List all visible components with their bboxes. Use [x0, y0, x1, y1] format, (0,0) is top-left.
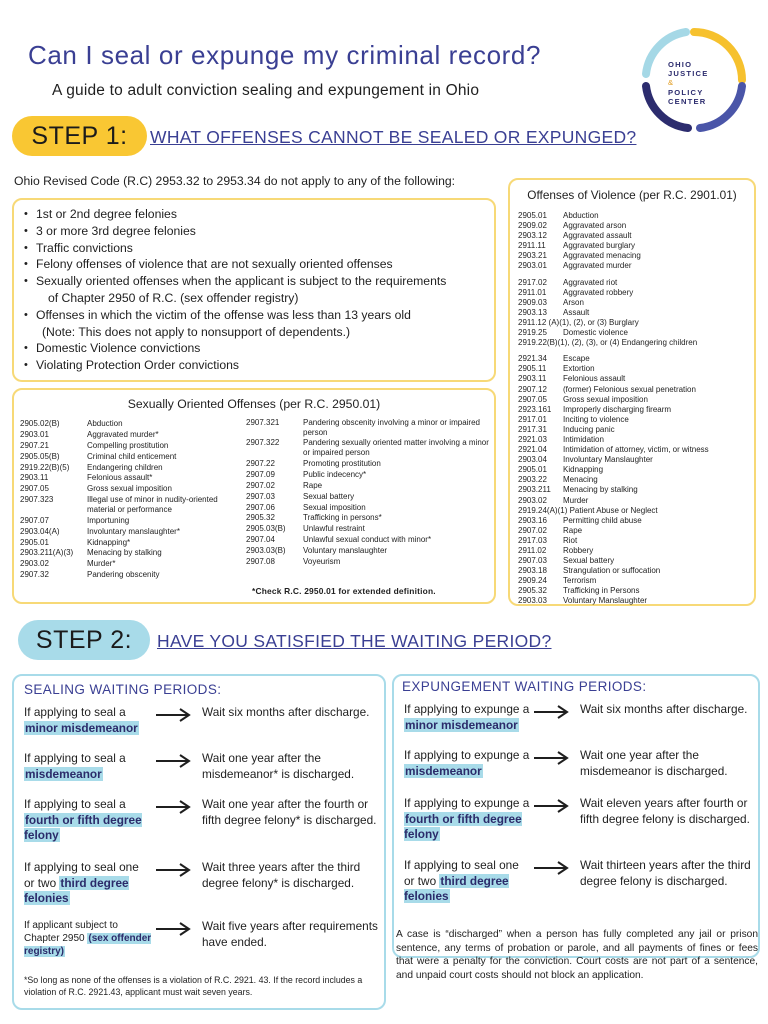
- offense-name: Aggravated murder*: [87, 429, 159, 439]
- offense-code: 2907.07: [20, 515, 49, 525]
- offense-name: Intimidation of attorney, victim, or witness: [563, 445, 709, 455]
- offense-name: Riot: [563, 535, 578, 545]
- table-row: [510, 211, 754, 221]
- offense-code: 2909.03: [518, 297, 547, 307]
- offense-code: 2919.25: [518, 328, 547, 338]
- offense-name: Trafficking in persons*: [303, 513, 382, 523]
- offense-code: 2923.161: [518, 404, 552, 414]
- table-row: [510, 596, 754, 606]
- offense-code: 2903.11: [518, 374, 547, 384]
- offense-name: Involuntary manslaughter*: [87, 526, 180, 536]
- table-row: [510, 251, 754, 261]
- table-row: [510, 576, 754, 586]
- offense-name: Menacing: [563, 475, 598, 485]
- offense-code: 2921.04: [518, 445, 547, 455]
- sexually-oriented-offenses-panel: [12, 388, 496, 604]
- offense-code: 2905.01: [518, 465, 547, 475]
- table-row: [510, 395, 754, 405]
- table-row: [510, 546, 754, 556]
- offense-code: 2907.21: [20, 440, 49, 450]
- waiting-period-text: Wait one year after the misdemeanor is discharged.: [580, 748, 728, 778]
- applicant-condition: [24, 860, 152, 907]
- offense-name: Domestic violence: [563, 328, 628, 338]
- table-row: [510, 445, 754, 455]
- offense-name: Public indecency*: [303, 469, 367, 479]
- offense-name: Aggravated murder: [563, 261, 632, 271]
- offense-name: Assault: [563, 307, 590, 317]
- offense-code: 2907.03: [518, 556, 547, 566]
- table-row: [510, 455, 754, 465]
- offense-name: Unlawful restraint: [303, 524, 365, 534]
- offense-name: Menacing by stalking: [87, 548, 162, 558]
- offense-name: Voluntary manslaughter: [303, 546, 388, 556]
- table-row: [246, 438, 494, 457]
- list-item: • Felony offenses of violence that are not sexually oriented offenses: [24, 256, 484, 273]
- applicant-condition: [404, 702, 530, 733]
- table-row: [246, 481, 494, 491]
- page-title: Can I seal or expunge my criminal record?: [28, 40, 542, 70]
- condition-text: If applying to seal one or two: [404, 858, 519, 888]
- arrow-right-icon: [154, 921, 194, 937]
- table-row: [20, 570, 248, 580]
- offense-name: Endangering children: [87, 462, 163, 472]
- step2-heading: HAVE YOU SATISFIED THE WAITING PERIOD?: [157, 631, 552, 651]
- offense-code: 2907.323: [20, 495, 54, 505]
- sealing-footnote: *So long as none of the offenses is a violation of R.C. 2921. 43. If the record includes a violation of R.C. 2921.43, applicant must wait seven years.: [24, 975, 363, 997]
- offense-code: 2905.05(B): [20, 451, 60, 461]
- offense-type-highlight: third degree felonies: [24, 875, 129, 905]
- offense-code: 2905.03(B): [246, 524, 286, 534]
- arrow-right-icon: [532, 798, 572, 814]
- offense-code: 2903.22: [518, 475, 547, 485]
- offense-name: Promoting prostitution: [303, 458, 381, 468]
- table-row: [246, 418, 494, 437]
- offense-code: 2909.24: [518, 576, 547, 586]
- offense-code: 2903.11: [20, 473, 49, 483]
- offense-name: Aggravated arson: [563, 221, 627, 231]
- table-row: [510, 485, 754, 495]
- offense-code: 2919.22(B)(5): [20, 462, 70, 472]
- offense-name: Gross sexual imposition: [563, 394, 648, 404]
- offense-type-highlight: misdemeanor: [405, 763, 482, 778]
- table-row: [246, 459, 494, 469]
- offense-name: Kidnapping*: [87, 537, 131, 547]
- offense-type-highlight: fourth or fifth degree felony: [404, 811, 522, 841]
- sexual-panel-note: *Check R.C. 2950.01 for extended definition.: [252, 586, 436, 596]
- offense-code: 2903.211: [518, 485, 551, 495]
- sealing-waiting-periods-panel: [12, 674, 386, 1010]
- logo-text: OHIO JUSTICE & POLICY CENTER: [668, 60, 709, 106]
- offense-name: Intimidation: [563, 434, 604, 444]
- applicant-condition: [404, 748, 530, 779]
- table-row: [510, 221, 754, 231]
- offense-code: 2907.08: [246, 556, 275, 566]
- offense-name: Compelling prostitution: [87, 440, 169, 450]
- table-row: [20, 473, 248, 483]
- offense-code: 2907.22: [246, 458, 275, 468]
- offense-name: 2919.22(B)(1), (2), (3), or (4) Endangering children: [518, 338, 698, 348]
- sexual-offense-list-left: [20, 419, 248, 581]
- offense-name: Extortion: [563, 364, 595, 374]
- list-item: • 3 or more 3rd degree felonies: [24, 223, 484, 240]
- offense-name: Pandering obscenity: [87, 570, 160, 580]
- offense-name: Murder: [563, 495, 589, 505]
- offense-code: 2917.03: [518, 535, 547, 545]
- table-row: [510, 374, 754, 384]
- waiting-period-text: Wait five years after requirements have ended.: [202, 919, 378, 949]
- table-row: [20, 484, 248, 494]
- offense-code: 2903.16: [518, 515, 547, 525]
- list-item: • 1st or 2nd degree felonies: [24, 206, 484, 223]
- table-row: [510, 415, 754, 425]
- offense-type-highlight: minor misdemeanor: [25, 720, 138, 735]
- offense-code: 2907.322: [246, 438, 280, 448]
- arrow-right-icon: [154, 753, 194, 769]
- offense-code: 2907.05: [20, 484, 49, 494]
- applicant-condition: [24, 751, 152, 782]
- offense-name: Rape: [303, 480, 323, 490]
- table-row: [20, 495, 248, 514]
- list-item: • Offenses in which the victim of the offense was less than 13 years old (Note: This does not apply to nonsupport of dependents.): [24, 307, 484, 341]
- offenses-of-violence-panel: [508, 178, 756, 606]
- applicant-condition: [404, 858, 530, 905]
- offense-code: 2903.13: [518, 307, 547, 317]
- table-row: [20, 430, 248, 440]
- table-row: [510, 405, 754, 415]
- offense-name: Sexual imposition: [303, 502, 366, 512]
- applicant-condition: [24, 705, 152, 736]
- offense-name: Aggravated menacing: [563, 251, 641, 261]
- arrow-right-icon: [532, 704, 572, 720]
- offense-name: Aggravated robbery: [563, 287, 634, 297]
- offense-code: 2903.03: [518, 596, 547, 606]
- offense-code: 2905.32: [246, 513, 275, 523]
- table-row: [246, 557, 494, 567]
- waiting-period-text: Wait one year after the misdemeanor* is discharged.: [202, 751, 355, 781]
- page-subtitle: A guide to adult conviction sealing and expungement in Ohio: [52, 82, 480, 99]
- offense-name: Permitting child abuse: [563, 515, 642, 525]
- waiting-period-text: Wait one year after the fourth or fifth degree felony* is discharged.: [202, 797, 377, 827]
- offense-code: 2903.01: [20, 429, 49, 439]
- violence-panel-title: Offenses of Violence (per R.C. 2901.01): [527, 188, 737, 202]
- excluded-offenses-list: [12, 198, 496, 382]
- offense-name: Gross sexual imposition: [87, 484, 172, 494]
- offense-name: Aggravated riot: [563, 277, 618, 287]
- offense-name: Menacing by stalking: [563, 485, 638, 495]
- table-row: [510, 496, 754, 506]
- offense-code: 2903.02: [20, 559, 49, 569]
- table-row: [246, 524, 494, 534]
- offense-name: Sexual battery: [563, 556, 615, 566]
- offense-name: Criminal child enticement: [87, 451, 177, 461]
- offense-code: 2903.04(A): [20, 526, 60, 536]
- arrow-right-icon: [154, 799, 194, 815]
- table-row: [510, 566, 754, 576]
- offense-name: Kidnapping: [563, 465, 604, 475]
- table-row: [510, 516, 754, 526]
- offense-code: 2905.01: [518, 211, 547, 220]
- table-row: [510, 425, 754, 435]
- sexual-offense-list-right: [246, 418, 494, 568]
- condition-text: If applying to seal a: [24, 797, 126, 811]
- table-row: [510, 241, 754, 251]
- offense-code: 2917.01: [518, 414, 547, 424]
- waiting-period-text: Wait eleven years after fourth or fifth degree felony is discharged.: [580, 796, 750, 826]
- offense-code: 2907.321: [246, 418, 280, 427]
- offense-code: 2905.01: [20, 537, 49, 547]
- sexual-panel-title: Sexually Oriented Offenses (per R.C. 2950.01): [127, 397, 381, 411]
- table-row: [20, 548, 248, 558]
- step2-badge: STEP 2:: [18, 620, 150, 660]
- offense-code: 2903.04: [518, 455, 547, 465]
- offense-name: Robbery: [563, 546, 594, 555]
- offense-code: 2903.01: [518, 261, 547, 271]
- condition-text: If applying to seal one or two: [24, 860, 139, 890]
- offense-name: Inciting to violence: [563, 414, 629, 424]
- offense-name: Rape: [563, 525, 583, 535]
- offense-code: 2921.03: [518, 434, 547, 444]
- table-row: [510, 288, 754, 298]
- expungement-panel-title: EXPUNGEMENT WAITING PERIODS:: [402, 679, 647, 694]
- step1-intro: Ohio Revised Code (R.C) 2953.32 to 2953.34 do not apply to any of the following:: [14, 174, 456, 188]
- condition-text: If applying to seal a: [24, 705, 126, 719]
- table-row: [510, 308, 754, 318]
- offense-name: Murder*: [87, 559, 116, 569]
- offense-name: Unlawful sexual conduct with minor*: [303, 535, 432, 545]
- table-row: [510, 506, 754, 516]
- waiting-period-text: Wait six months after discharge.: [202, 705, 370, 719]
- offense-name: 2919.24(A)(1) Patient Abuse or Neglect: [518, 505, 658, 515]
- condition-text: If applying to expunge a: [404, 796, 530, 810]
- table-row: [510, 354, 754, 364]
- applicant-condition: [404, 796, 530, 843]
- list-item: • Domestic Violence convictions: [24, 340, 484, 357]
- offense-code: 2917.02: [518, 277, 547, 287]
- offense-code: 2907.06: [246, 502, 275, 512]
- violence-offense-list: [510, 211, 754, 607]
- ohio-justice-policy-center-logo: [638, 24, 750, 136]
- table-row: [20, 538, 248, 548]
- offense-name: Aggravated burglary: [563, 241, 636, 251]
- offense-code: 2907.32: [20, 570, 49, 580]
- table-row: [510, 328, 754, 338]
- offense-code: 2903.02: [518, 495, 547, 505]
- offense-name: Felonious assault: [563, 374, 626, 384]
- list-item: • Violating Protection Order convictions: [24, 357, 484, 374]
- offense-name: Voluntary Manslaughter: [563, 596, 648, 606]
- offense-code: 2917.31: [518, 424, 547, 434]
- offense-code: 2907.12: [518, 384, 547, 394]
- list-item: • Traffic convictions: [24, 240, 484, 257]
- table-row: [20, 516, 248, 526]
- offense-type-highlight: (sex offender registry): [24, 933, 152, 957]
- table-row: [510, 231, 754, 241]
- arrow-right-icon: [154, 862, 194, 878]
- table-row: [510, 556, 754, 566]
- offense-code: 2909.02: [518, 221, 547, 231]
- waiting-period-text: Wait thirteen years after the third degree felony is discharged.: [580, 858, 751, 888]
- sealing-panel-title: SEALING WAITING PERIODS:: [24, 682, 222, 697]
- table-row: [20, 527, 248, 537]
- offense-code: 2907.05: [518, 394, 547, 404]
- offense-name: Involuntary Manslaughter: [563, 455, 653, 465]
- table-row: [510, 475, 754, 485]
- offense-code: 2903.21: [518, 251, 547, 261]
- offense-code: 2907.04: [246, 535, 275, 545]
- offense-type-highlight: misdemeanor: [25, 766, 102, 781]
- table-row: [20, 463, 248, 473]
- offense-name: Inducing panic: [563, 424, 615, 434]
- offense-code: 2907.03: [246, 491, 275, 501]
- offense-name: Terrorism: [563, 576, 597, 586]
- condition-text: If applying to expunge a: [404, 748, 530, 762]
- table-row: [510, 526, 754, 536]
- table-row: [510, 536, 754, 546]
- offense-name: Strangulation or suffocation: [563, 566, 661, 576]
- offense-code: 2903.18: [518, 566, 547, 576]
- arrow-right-icon: [532, 750, 572, 766]
- offense-name: Abduction: [87, 419, 123, 428]
- offense-code: 2911.01: [518, 287, 547, 297]
- waiting-period-text: Wait three years after the third degree felony* is discharged.: [202, 860, 361, 890]
- offense-name: Aggravated assault: [563, 231, 632, 241]
- condition-text: If applying to seal a: [24, 751, 126, 765]
- offense-type-highlight: fourth or fifth degree felony: [24, 812, 142, 842]
- offense-code: 2907.09: [246, 469, 275, 479]
- offense-name: 2911.12 (A)(1), (2), or (3) Burglary: [518, 317, 639, 327]
- arrow-right-icon: [154, 707, 194, 723]
- table-row: [510, 278, 754, 288]
- offense-name: Arson: [563, 297, 584, 307]
- offense-name: (former) Felonious sexual penetration: [563, 384, 696, 394]
- table-row: [510, 435, 754, 445]
- offense-name: Improperly discharging firearm: [563, 404, 672, 414]
- offense-code: 2905.32: [518, 586, 547, 596]
- expungement-waiting-periods-panel: [392, 674, 760, 958]
- applicant-condition: [24, 919, 152, 958]
- table-row: [510, 298, 754, 308]
- table-row: [246, 492, 494, 502]
- table-row: [510, 586, 754, 596]
- table-row: [510, 364, 754, 374]
- offense-name: Voyeurism: [303, 556, 341, 566]
- applicant-condition: [24, 797, 152, 844]
- offense-code: 2907.02: [518, 525, 547, 535]
- offense-name: Sexual battery: [303, 491, 355, 501]
- table-row: [20, 559, 248, 569]
- step1-heading: WHAT OFFENSES CANNOT BE SEALED OR EXPUNGED?: [150, 127, 637, 147]
- offense-code: 2905.02(B): [20, 419, 60, 428]
- condition-text: If applicant subject to Chapter 2950: [24, 920, 118, 944]
- table-row: [246, 513, 494, 523]
- table-row: [20, 452, 248, 462]
- table-row: [246, 470, 494, 480]
- offense-code: 2903.12: [518, 231, 547, 241]
- offense-name: Importuning: [87, 515, 130, 525]
- table-row: [246, 546, 494, 556]
- waiting-period-text: Wait six months after discharge.: [580, 702, 748, 716]
- table-row: [510, 338, 754, 348]
- table-row: [510, 318, 754, 328]
- offense-code: 2903.03(B): [246, 546, 286, 556]
- offense-name: Trafficking in Persons: [563, 586, 640, 596]
- table-row: [510, 261, 754, 271]
- table-row: [20, 441, 248, 451]
- table-row: [20, 419, 248, 429]
- offense-name: Pandering sexually oriented matter involving a minor or impaired person: [303, 438, 489, 458]
- list-item: • Sexually oriented offenses when the applicant is subject to the requirements of Chapter 2950 of R.C. (sex offender registry): [24, 273, 484, 307]
- arrow-right-icon: [532, 860, 572, 876]
- offense-code: 2905.11: [518, 364, 547, 374]
- offense-name: Escape: [563, 354, 590, 364]
- offense-code: 2903.211(A)(3): [20, 548, 74, 558]
- offense-name: Felonious assault*: [87, 473, 153, 483]
- step1-badge: STEP 1:: [12, 116, 147, 156]
- condition-text: If applying to expunge a: [404, 702, 530, 716]
- table-row: [246, 503, 494, 513]
- table-row: [510, 465, 754, 475]
- offense-name: Illegal use of minor in nudity-oriented material or performance: [87, 495, 218, 514]
- offense-code: 2911.02: [518, 546, 547, 555]
- discharged-definition: A case is “discharged” when a person has fully completed any jail or prison sentence, any terms of probation or parole, and all payments of fines or fees that were a penalty for the conviction. Court costs are not part of a sentence, and unpaid court costs should not block an application.: [396, 929, 758, 981]
- offense-type-highlight: minor misdemeanor: [405, 717, 518, 732]
- offense-type-highlight: third degree felonies: [404, 873, 509, 903]
- offense-code: 2921.34: [518, 354, 547, 364]
- table-row: [510, 385, 754, 395]
- table-row: [246, 535, 494, 545]
- offense-name: Abduction: [563, 211, 599, 220]
- offense-code: 2911.11: [518, 241, 546, 251]
- offense-name: Pandering obscenity involving a minor or impaired person: [303, 418, 480, 437]
- offense-code: 2907.02: [246, 480, 275, 490]
